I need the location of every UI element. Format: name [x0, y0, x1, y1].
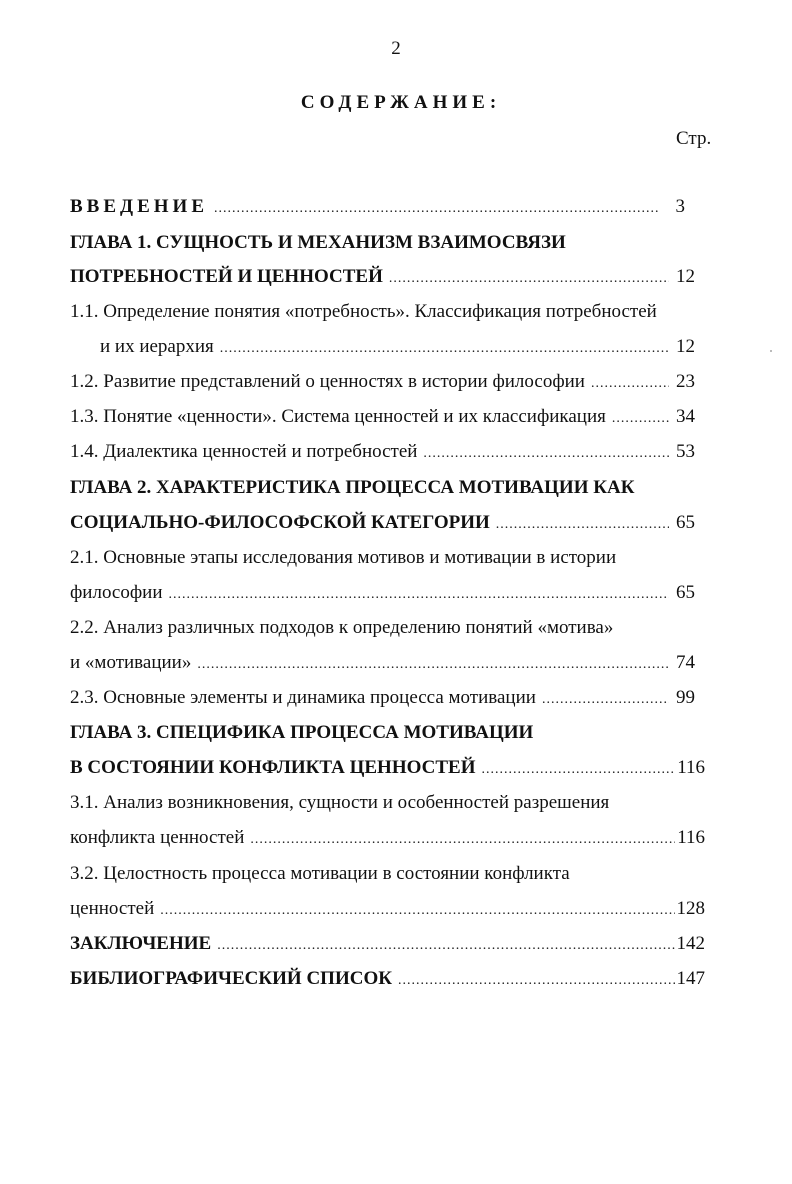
- toc-page-number: 12: [676, 266, 695, 287]
- toc-entry-chapter-3[interactable]: [70, 753, 705, 783]
- dot-leader: [250, 825, 675, 855]
- page-title: СОДЕРЖАНИЕ:: [300, 92, 502, 113]
- toc-section-3-1-title[interactable]: 3.1. Анализ возникновения, сущности и особенностей разрешения: [70, 792, 610, 813]
- dot-leader: [612, 404, 669, 434]
- toc-chapter-2-title[interactable]: ГЛАВА 2. ХАРАКТЕРИСТИКА ПРОЦЕССА МОТИВАЦИИ КАК: [70, 477, 635, 498]
- toc-page-number: 74: [676, 652, 695, 673]
- toc-chapter-3-title[interactable]: ГЛАВА 3. СПЕЦИФИКА ПРОЦЕССА МОТИВАЦИИ: [70, 722, 534, 743]
- toc-entry-title: ПОТРЕБНОСТЕЙ И ЦЕННОСТЕЙ: [70, 266, 383, 287]
- toc-page-number: 128: [676, 898, 705, 919]
- toc-entry-title: ЗАКЛЮЧЕНИЕ: [70, 933, 212, 954]
- toc-entry-section-1-3[interactable]: [70, 402, 695, 432]
- toc-entry-section-2-2[interactable]: [70, 648, 695, 678]
- toc-entry-section-2-1[interactable]: [70, 578, 695, 608]
- pages-column-label: Стр.: [676, 128, 712, 149]
- toc-entry-title: 1.2. Развитие представлений о ценностях в истории философии: [70, 371, 585, 392]
- toc-entry-section-1-4[interactable]: [70, 437, 695, 467]
- dot-leader: [214, 194, 659, 224]
- toc-entry-title: БИБЛИОГРАФИЧЕСКИЙ СПИСОК: [70, 968, 393, 989]
- toc-entry-title: конфликта ценностей: [70, 827, 245, 848]
- toc-entry-title: В СОСТОЯНИИ КОНФЛИКТА ЦЕННОСТЕЙ: [70, 757, 476, 778]
- toc-section-1-1-title[interactable]: 1.1. Определение понятия «потребность». Классификация потребностей: [70, 301, 657, 322]
- toc-page-number: 53: [676, 441, 695, 462]
- toc-page-number: 116: [677, 827, 705, 848]
- dot-leader: [496, 510, 669, 540]
- toc-entry-section-3-1[interactable]: [70, 823, 705, 853]
- scan-speck: [770, 350, 772, 352]
- toc-entry-section-3-2[interactable]: [70, 894, 705, 924]
- dot-leader: [423, 439, 669, 469]
- toc-entry-title: и их иерархия: [100, 336, 214, 357]
- toc-entry-title: 1.3. Понятие «ценности». Система ценностей и их классификация: [70, 406, 606, 427]
- toc-page-number: 65: [676, 582, 695, 603]
- toc-page-number: 116: [677, 757, 705, 778]
- toc-page-number: 147: [676, 968, 705, 989]
- toc-entry-chapter-1[interactable]: [70, 262, 695, 292]
- toc-section-2-2-title[interactable]: 2.2. Анализ различных подходов к определению понятий «мотива»: [70, 617, 614, 638]
- toc-entry-section-1-1[interactable]: [100, 332, 695, 362]
- dot-leader: [197, 650, 669, 680]
- dot-leader: [169, 580, 669, 610]
- toc-entry-section-2-3[interactable]: [70, 683, 695, 713]
- page-number: 2: [391, 38, 401, 59]
- toc-entry-title: ценностей: [70, 898, 155, 919]
- toc-section-2-1-title[interactable]: 2.1. Основные этапы исследования мотивов и мотивации в истории: [70, 547, 617, 568]
- toc-page-number: 65: [676, 512, 695, 533]
- dot-leader: [481, 755, 675, 785]
- toc-entry-title: философии: [70, 582, 163, 603]
- toc-section-3-2-title[interactable]: 3.2. Целостность процесса мотивации в состоянии конфликта: [70, 863, 570, 884]
- toc-entry-conclusion[interactable]: [70, 929, 705, 959]
- toc-entry-title: ВВЕДЕНИЕ: [70, 196, 208, 217]
- dot-leader: [217, 931, 674, 961]
- dot-leader: [389, 264, 669, 294]
- toc-entry-intro[interactable]: [70, 192, 685, 222]
- dot-leader: [160, 896, 674, 926]
- toc-entry-title: и «мотивации»: [70, 652, 192, 673]
- dot-leader: [591, 369, 669, 399]
- toc-chapter-1-title[interactable]: ГЛАВА 1. СУЩНОСТЬ И МЕХАНИЗМ ВЗАИМОСВЯЗИ: [70, 232, 566, 253]
- dot-leader: [220, 334, 669, 364]
- toc-entry-chapter-2[interactable]: [70, 508, 695, 538]
- toc-page-number: 3: [675, 196, 685, 217]
- toc-page-number: 99: [676, 687, 695, 708]
- toc-page-number: 12: [676, 336, 695, 357]
- toc-entry-title: 2.3. Основные элементы и динамика процесса мотивации: [70, 687, 536, 708]
- toc-entry-section-1-2[interactable]: [70, 367, 695, 397]
- toc-page-number: 142: [676, 933, 705, 954]
- dot-leader: [542, 685, 669, 715]
- toc-entry-title: СОЦИАЛЬНО-ФИЛОСОФСКОЙ КАТЕГОРИИ: [70, 512, 490, 533]
- dot-leader: [398, 966, 674, 996]
- toc-entry-bibliography[interactable]: [70, 964, 705, 994]
- toc-page-number: 34: [676, 406, 695, 427]
- toc-entry-title: 1.4. Диалектика ценностей и потребностей: [70, 441, 418, 462]
- toc-page-number: 23: [676, 371, 695, 392]
